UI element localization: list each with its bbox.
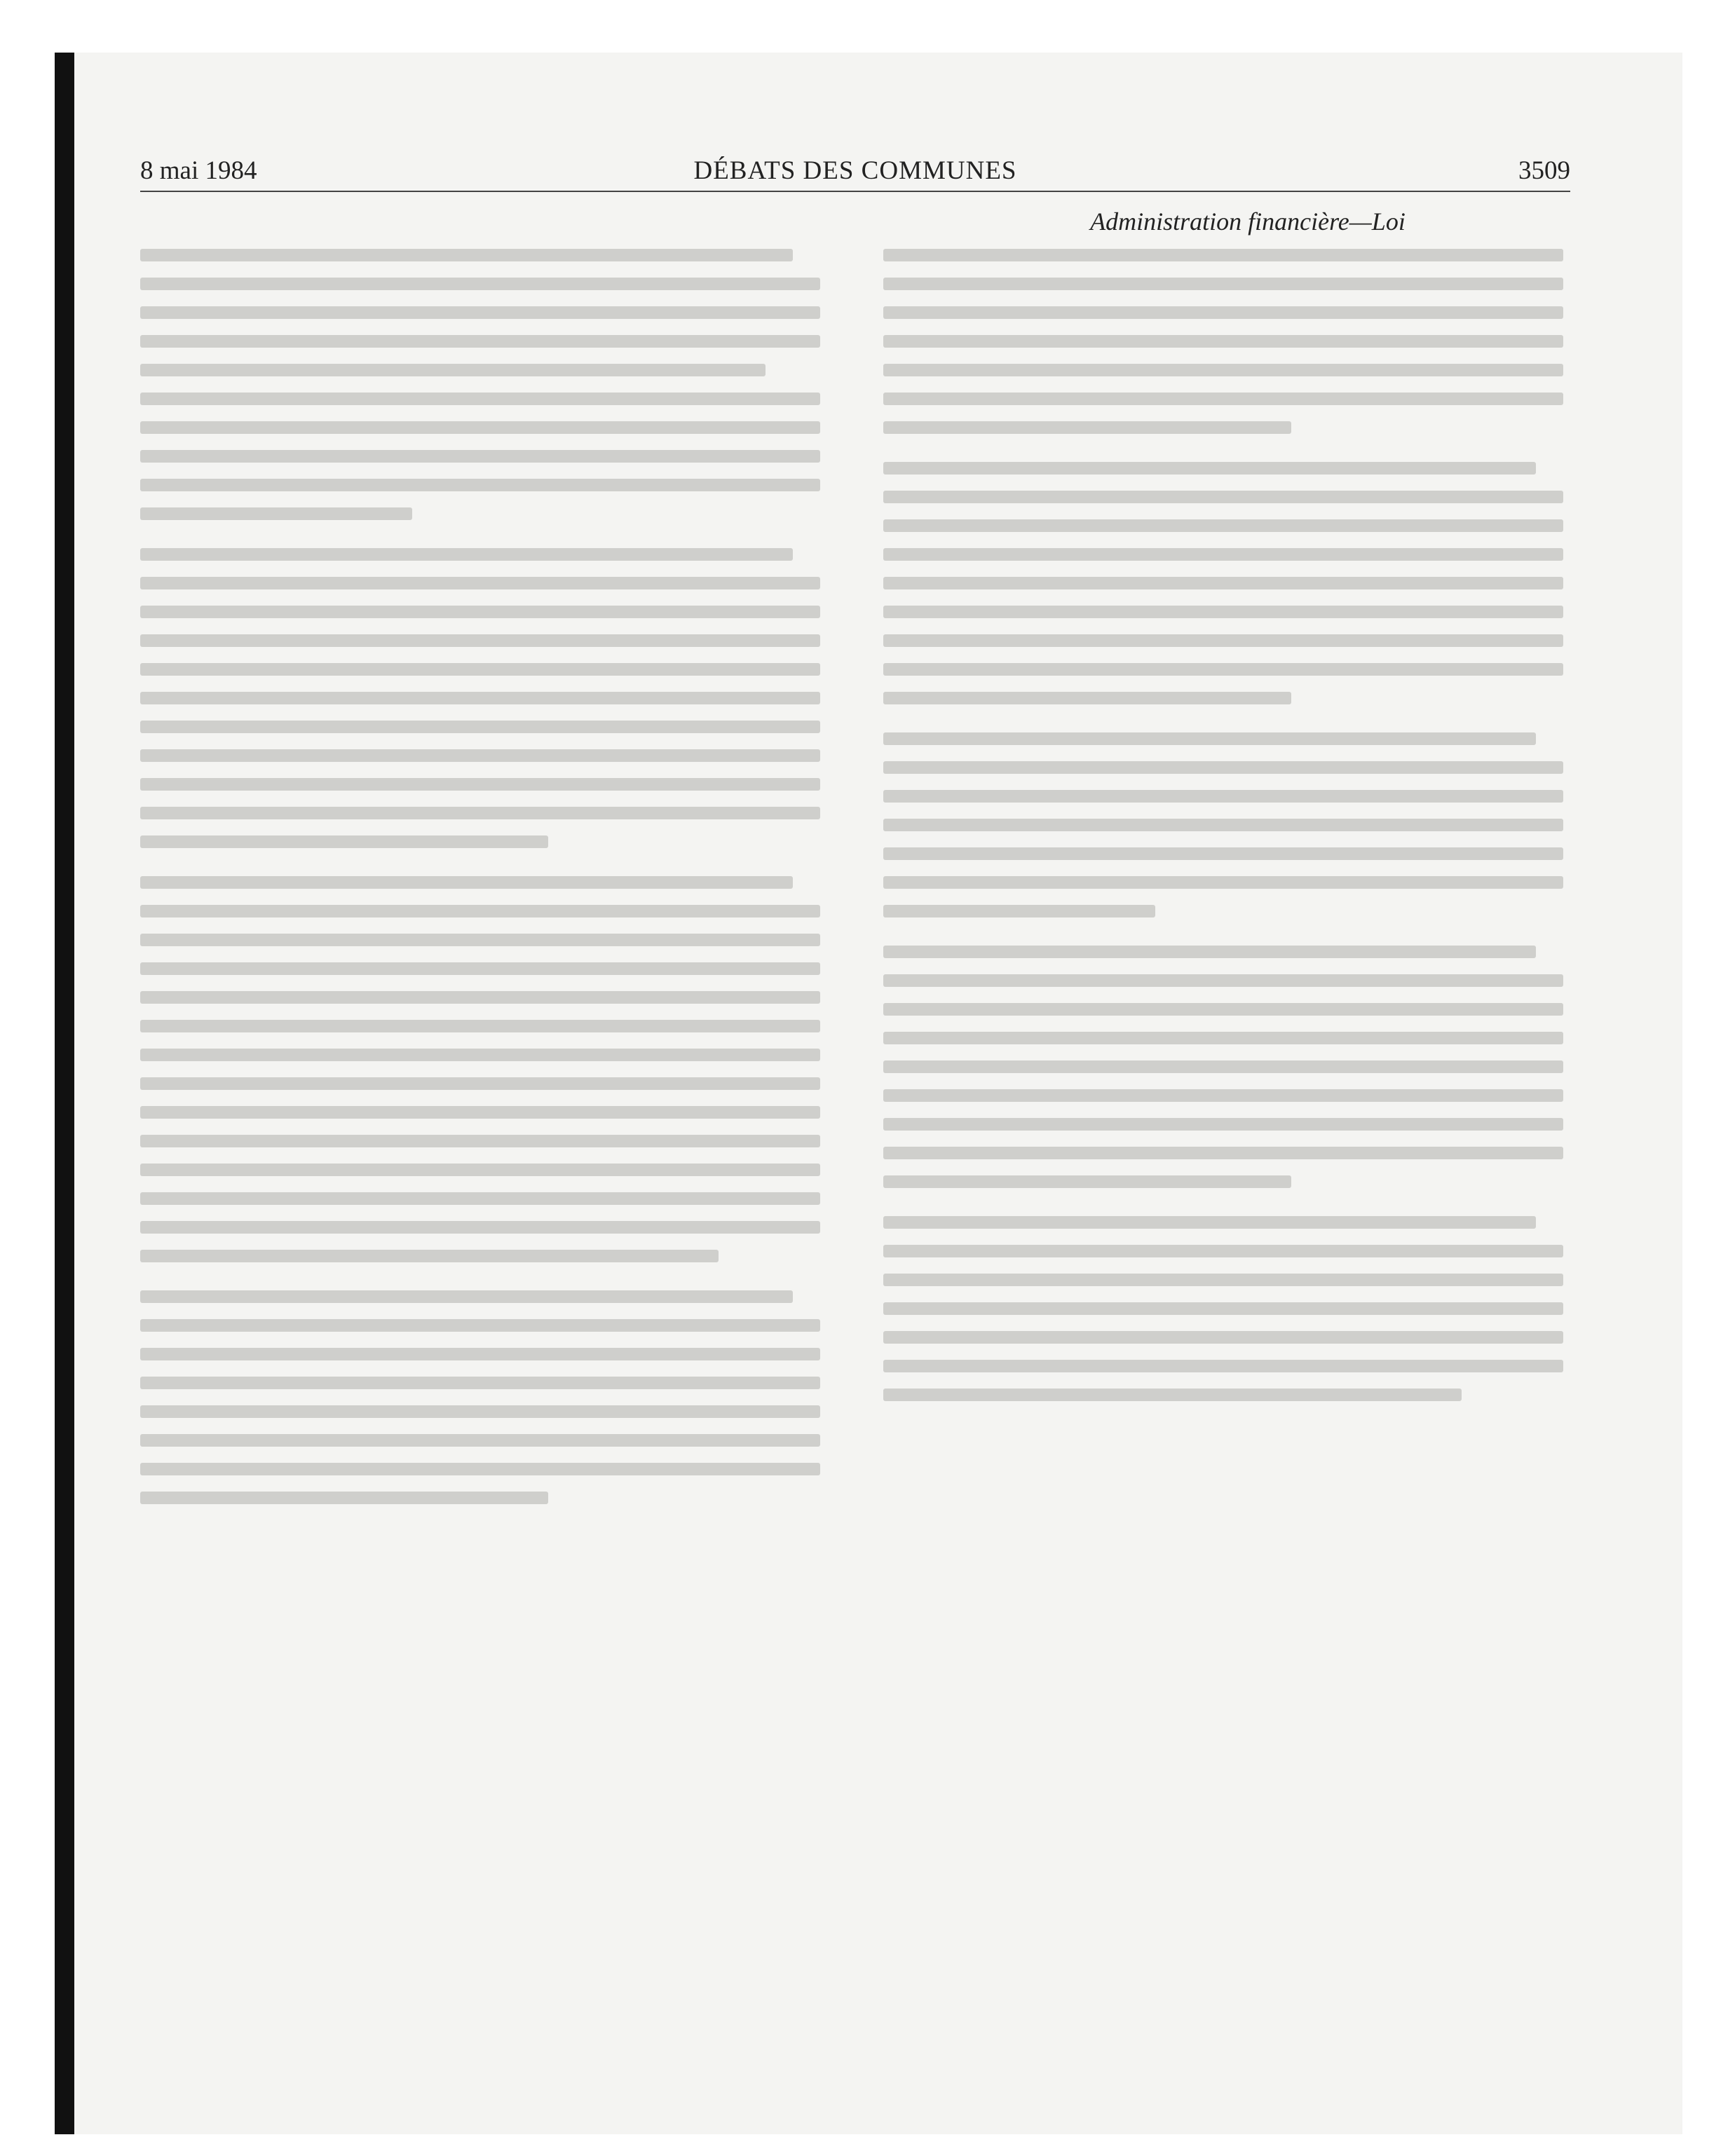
scan-edge [55, 53, 74, 2134]
header-date: 8 mai 1984 [140, 156, 257, 185]
right-column-text-placeholder [883, 249, 1563, 2022]
page-number: 3509 [1518, 156, 1570, 185]
page-header [140, 156, 1570, 191]
left-column-text-placeholder [140, 249, 820, 2022]
header-rule [140, 191, 1570, 192]
header-title: DÉBATS DES COMMUNES [693, 156, 1017, 185]
running-head: Administration financière—Loi [1090, 207, 1406, 236]
